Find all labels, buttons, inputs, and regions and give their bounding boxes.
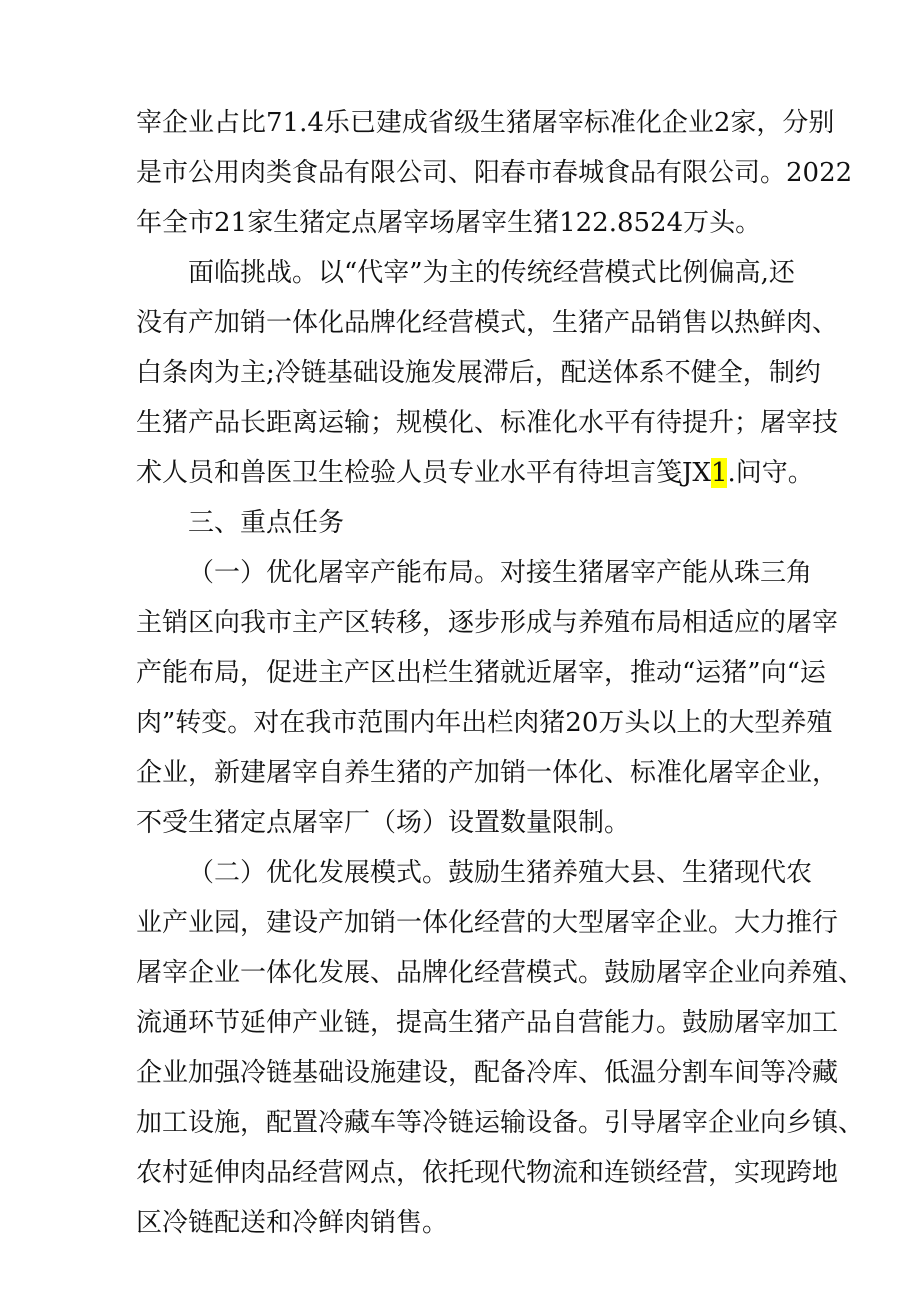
text-line-8: 术人员和兽医卫生检验人员专业水平有待坦言笺JX1.问守。 <box>136 458 814 488</box>
text-line-23: 区冷链配送和冷鲜肉销售。 <box>136 1208 449 1238</box>
text-line-4: 面临挑战。以“代宰”为主的传统经营模式比例偏高,还 <box>188 258 795 288</box>
text-line-16: （二）优化发展模式。鼓励生猪养殖大县、生猪现代农 <box>188 858 813 888</box>
highlighted-text: 1 <box>710 458 728 488</box>
text-line-2: 是市公用肉类食品有限公司、阳春市春城食品有限公司。2022 <box>136 158 853 188</box>
text-line-15: 不受生猪定点屠宰厂（场）设置数量限制。 <box>136 808 631 838</box>
text-line-14: 企业，新建屠宰自养生猪的产加销一体化、标准化屠宰企业， <box>136 758 839 788</box>
text-line-13: 肉”转变。对在我市范围内年出栏肉猪20万头以上的大型养殖 <box>136 708 833 738</box>
text-line-7: 生猪产品长距离运输；规模化、标准化水平有待提升；屠宰技 <box>136 408 839 438</box>
text-line-20: 企业加强冷链基础设施建设，配备冷库、低温分割车间等冷藏 <box>136 1058 839 1088</box>
text-line-3: 年全市21家生猪定点屠宰场屠宰生猪122.8524万头。 <box>136 208 762 238</box>
text-line-17: 业产业园，建设产加销一体化经营的大型屠宰企业。大力推行 <box>136 908 839 938</box>
section-heading: 三、重点任务 <box>188 508 345 538</box>
text-line-1: 宰企业占比71.4乐已建成省级生猪屠宰标准化企业2家，分别 <box>136 108 835 138</box>
text-line-19: 流通环节延伸产业链，提高生猪产品自营能力。鼓励屠宰加工 <box>136 1008 839 1038</box>
text-line-22: 农村延伸肉品经营网点，依托现代物流和连锁经营，实现跨地 <box>136 1158 839 1188</box>
text-line-21: 加工设施，配置冷藏车等冷链运输设备。引导屠宰企业向乡镇、 <box>136 1108 865 1138</box>
text-line-12: 产能布局，促进主产区出栏生猪就近屠宰，推动“运猪”向“运 <box>136 658 826 688</box>
text-line-11: 主销区向我市主产区转移，逐步形成与养殖布局相适应的屠宰 <box>136 608 839 638</box>
text-line-5: 没有产加销一体化品牌化经营模式，生猪产品销售以热鲜肉、 <box>136 308 839 338</box>
text-line-18: 屠宰企业一体化发展、品牌化经营模式。鼓励屠宰企业向养殖、 <box>136 958 865 988</box>
text-line-10: （一）优化屠宰产能布局。对接生猪屠宰产能从珠三角 <box>188 558 813 588</box>
text-line-6: 白条肉为主;冷链基础设施发展滞后，配送体系不健全，制约 <box>136 358 821 388</box>
